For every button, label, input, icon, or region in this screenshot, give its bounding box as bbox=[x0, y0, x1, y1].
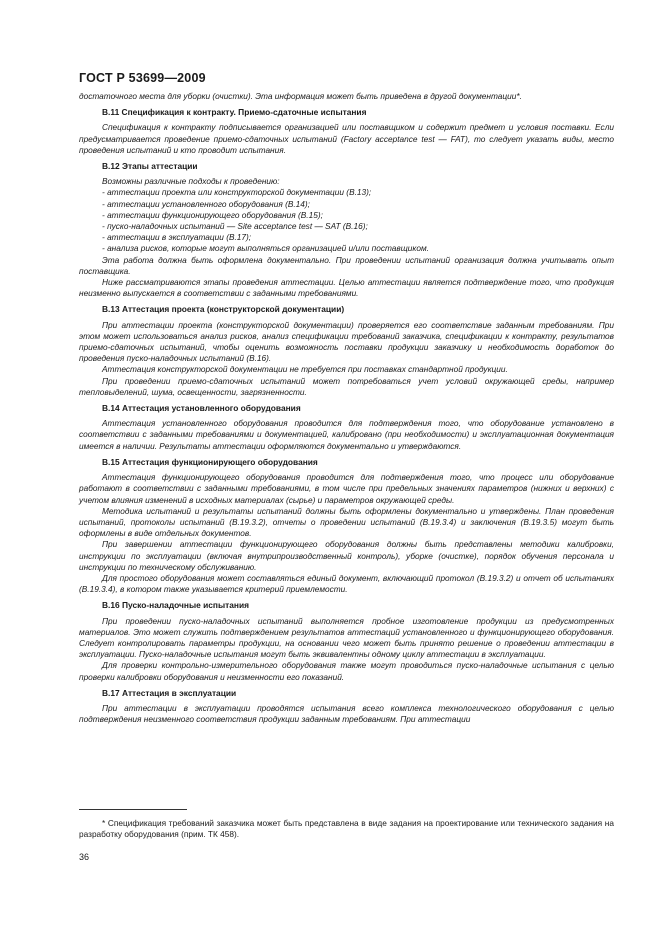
section-b16-paragraph: При проведении пуско-наладочных испытаний выполняется пробное изготовление продукции из предусмотренных материалов. Это может служить подтверждением результатов аттестаций установленного и функционирующего оборудования. Следует контролировать параметры продукции, на основании чего может быть принято решение о проведении аттестации в эксплуатации. Пуско-наладочные испытания могут быть эквивалентны одному циклу аттестации в эксплуатации. bbox=[79, 615, 614, 660]
section-b13-heading: В.13 Аттестация проекта (конструкторской документации) bbox=[102, 304, 345, 315]
footnote-divider bbox=[79, 809, 187, 810]
document-body bbox=[79, 91, 614, 725]
section-b13-paragraph: Аттестация конструкторской документации не требуется при поставках стандартной продукции. bbox=[102, 364, 508, 375]
page-header-title: ГОСТ Р 53699—2009 bbox=[79, 71, 206, 85]
intro-paragraph: достаточного места для уборки (очистки). Эта информация может быть приведена в другой документации*. bbox=[79, 91, 522, 101]
section-b17-paragraph: При аттестации в эксплуатации проводятся испытания всего комплекса технологического оборудования с целью подтверждения неизменного соответствия продукции заданным требованиям. При аттестации bbox=[79, 702, 614, 725]
list-item: - аттестации функционирующего оборудования (В.15); bbox=[102, 209, 323, 220]
list-item: - пуско-наладочных испытаний — Site acceptance test — SAT (В.16); bbox=[102, 221, 368, 232]
section-b12-paragraph: Эта работа должна быть оформлена документально. При проведении испытаний организация должна учитывать опыт поставщика. bbox=[79, 254, 614, 276]
section-b14-paragraph: Аттестация установленного оборудования проводится для подтверждения того, что оборудование установлено в соответствии с заданными требованиями и документацией, калибровано (при необходимости) и эксплуатационная документация имеется в наличии. Результаты аттестации оформляются документально и утверждаются. bbox=[79, 418, 614, 451]
section-b11-heading: В.11 Спецификация к контракту. Приемо-сдаточные испытания bbox=[102, 107, 367, 118]
list-item: - аттестации в эксплуатации (В.17); bbox=[102, 232, 252, 243]
list-item: - анализа рисков, которые могут выполняться организацией и/или поставщиком. bbox=[102, 243, 429, 254]
section-b11-paragraph: Спецификация к контракту подписывается организацией или поставщиком и содержит предмет и условия поставки. Если предусматривается проведение приемо-сдаточных испытаний (Factory acceptance test — FAT), то следует указать виды, место проведения испытаний и кто проводит испытания. bbox=[79, 122, 614, 155]
section-b14-heading: В.14 Аттестация установленного оборудования bbox=[102, 403, 301, 414]
section-b13-paragraph: При проведении приемо-сдаточных испытаний может потребоваться учет условий окружающей среды, например тепловыделений, шума, освещенности, загрязненности. bbox=[79, 375, 614, 397]
section-b15-paragraph: Аттестация функционирующего оборудования проводится для подтверждения того, что процесс или оборудование работают в соответствии с заданными требованиями, в том числе при предельных значениях параметров (нижних и верхних) с учетом влияния изменений в исходных материалах (сырье) и параметров окружающей среды. bbox=[79, 472, 614, 505]
section-b16-heading: В.16 Пуско-наладочные испытания bbox=[102, 600, 249, 611]
section-b15-heading: В.15 Аттестация функционирующего оборудования bbox=[102, 456, 318, 467]
section-b13-paragraph: При аттестации проекта (конструкторской документации) проверяется его соответствие заданным требованиям. При этом может использоваться анализ рисков, анализ спецификации требований заказчика, спецификации к контракту, результатов приемо-сдаточных испытаний, чтобы оценить возможность поставки продукции заказчику и необходимость доработок до проведения пуско-наладочных испытаний (В.16). bbox=[79, 319, 614, 364]
list-item: - аттестации проекта или конструкторской документации (В.13); bbox=[102, 187, 372, 198]
footnote: * Спецификация требований заказчика может быть представлена в виде задания на проектирование или технического задания на разработку оборудования (прим. ТК 458). bbox=[79, 818, 614, 840]
list-item: - аттестации установленного оборудования (В.14); bbox=[102, 198, 310, 209]
section-b12-lead: Возможны различные подходы к проведению: bbox=[102, 176, 280, 187]
section-b15-paragraph: Для простого оборудования может составляться единый документ, включающий протокол (В.19.3.2) и отчет об испытаниях (В.19.3.4), в котором также указывается критерий приемлемости. bbox=[79, 572, 614, 595]
section-b12-heading: В.12 Этапы аттестации bbox=[102, 161, 198, 172]
section-b12-paragraph: Ниже рассматриваются этапы проведения аттестации. Целью аттестации является подтверждение того, что продукция неизменно выпускается в соответствии с заданными требованиями. bbox=[79, 277, 614, 299]
section-b15-paragraph: Методика испытаний и результаты испытаний должны быть оформлены документально и утверждены. План проведения испытаний, протоколы испытаний (В.19.3.2), отчеты о проведении испытаний (В.19.3.4) и заключения (В.19.3.5) могут быть оформлены в виде отдельных документов. bbox=[79, 505, 614, 539]
page-number: 36 bbox=[79, 852, 90, 862]
section-b16-paragraph: Для проверки контрольно-измерительного оборудования также могут проводиться пуско-наладочные испытания с целью проверки калибровки оборудования и неизменности его показаний. bbox=[79, 660, 614, 682]
section-b15-paragraph: При завершении аттестации функционирующего оборудования должны быть представлены методики калибровки, инструкции по эксплуатации (включая внутрипроизводственный контроль), уборке (очистке), порядок обучения персонала и инструкции по техническому обслуживанию. bbox=[79, 539, 614, 572]
section-b17-heading: В.17 Аттестация в эксплуатации bbox=[102, 687, 237, 698]
